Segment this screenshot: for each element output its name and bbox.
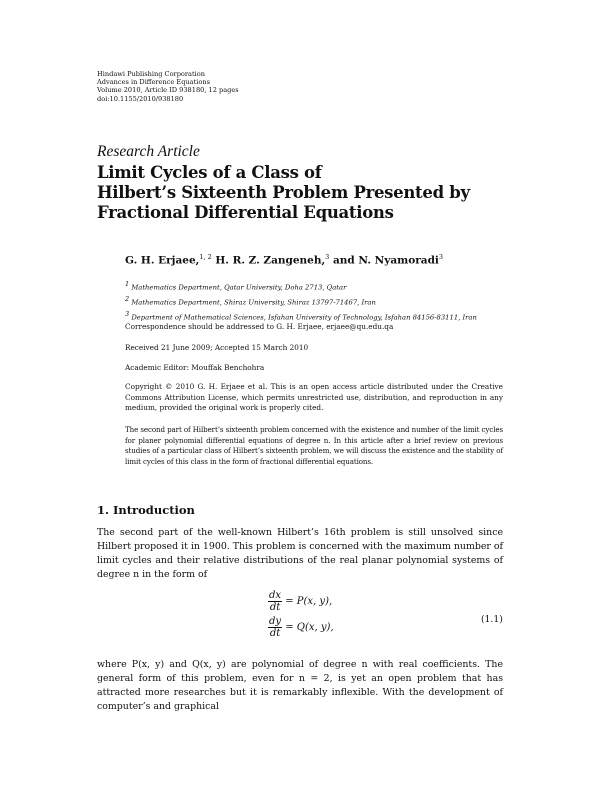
denominator: dt: [269, 602, 281, 613]
title-line: Limit Cycles of a Class of: [97, 163, 322, 182]
denominator: dt: [269, 628, 281, 639]
numerator: dx: [269, 590, 282, 601]
author-name: G. H. Erjaee,: [125, 254, 200, 267]
journal-header: [97, 70, 239, 103]
affiliations: [125, 279, 477, 323]
affiliation-number: 1: [125, 280, 130, 288]
affiliation-text: Department of Mathematical Sciences, Isfahan University of Technology, Isfahan 84156-83111, Iran: [131, 312, 477, 321]
equation-line: [268, 590, 332, 613]
affiliation: [125, 279, 477, 294]
body-paragraph: where P(x, y) and Q(x, y) are polynomial of degree n with real coefficients. The general form of this problem, even for n = 2, is yet an open problem that has attracted more researches but it is remarkably inflexible. With the development of computer’s and graphical: [97, 659, 503, 712]
section-heading: 1. Introduction: [97, 503, 195, 517]
fraction: [268, 616, 282, 639]
dates: Received 21 June 2009; Accepted 15 March 2010: [125, 343, 309, 352]
affiliation-number: 2: [125, 294, 130, 303]
equation-rhs: = Q(x, y),: [285, 622, 334, 633]
author-affil: 3: [325, 253, 330, 261]
body-paragraph: The second part of the well-known Hilbert’s 16th problem is still unsolved since Hilbert proposed it in 1900. This problem is concerned with the maximum number of limit cycles and their relative distributions of the real planar polynomial systems of degree n in the form of: [97, 527, 503, 580]
affiliation-text: Mathematics Department, Shiraz University, Shiraz 13797-71467, Iran: [131, 298, 376, 307]
journal-name: Advances in Difference Equations: [97, 78, 210, 87]
title-line: Fractional Differential Equations: [97, 203, 394, 222]
author-name: N. Nyamoradi: [358, 254, 439, 267]
author-affil: 3: [438, 253, 444, 261]
affiliation: [125, 294, 477, 309]
title-line: Hilbert’s Sixteenth Problem Presented by: [97, 183, 470, 202]
equation-rhs: = P(x, y),: [285, 596, 333, 607]
volume-info: Volume 2010, Article ID 938180, 12 pages: [97, 86, 239, 95]
publisher: Hindawi Publishing Corporation: [97, 70, 205, 78]
fraction: [268, 590, 282, 613]
article-type: Research Article: [97, 143, 200, 160]
abstract: The second part of Hilbert’s sixteenth problem concerned with the existence and number of the limit cycles for planer polynomial differential equations of degree n. In this article after a brief review on previous studies of a particular class of Hilbert’s sixteenth problem, we will discuss the existence and the stability of limit cycles of this class in the form of fractional differential equations.: [125, 425, 504, 466]
affiliation-text: Mathematics Department, Qatar University, Doha 2713, Qatar: [131, 283, 347, 292]
academic-editor: Academic Editor: Mouffak Benchohra: [125, 363, 265, 372]
equation-line: [268, 616, 334, 639]
author-list: [125, 253, 443, 267]
author-name: H. R. Z. Zangeneh,: [215, 254, 326, 267]
numerator: dy: [269, 616, 282, 627]
paper-title: [97, 163, 470, 223]
author-and: and: [332, 254, 355, 267]
affiliation-number: 3: [125, 309, 130, 318]
author-affil: 1, 2: [199, 253, 212, 261]
doi: doi:10.1155/2010/938180: [97, 94, 184, 103]
correspondence: Correspondence should be addressed to G. H. Erjaee, erjaee@qu.edu.qa: [125, 322, 394, 331]
copyright: Copyright © 2010 G. H. Erjaee et al. This is an open access article distributed under the Creative Commons Attribution License, which permits unrestricted use, distribution, and reproduction in any medium, provided the original work is properly cited.: [125, 382, 503, 413]
equation-number: (1.1): [481, 614, 503, 625]
